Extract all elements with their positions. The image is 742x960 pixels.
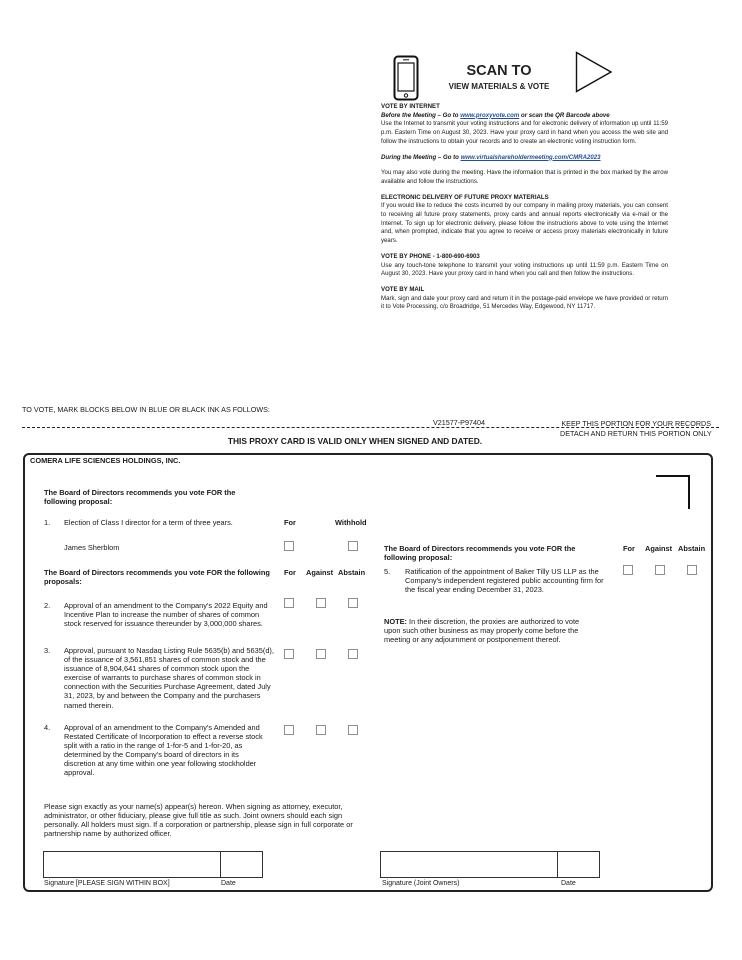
signature-label: Signature [PLEASE SIGN WITHIN BOX] (44, 880, 170, 887)
detach-line (22, 427, 719, 428)
column-against: Against (306, 568, 334, 577)
proposal-4-abstain-checkbox[interactable] (348, 725, 358, 735)
mark-instruction: TO VOTE, MARK BLOCKS BELOW IN BLUE OR BLACK INK AS FOLLOWS: (22, 405, 270, 414)
proposal-2-text: Approval of an amendment to the Company's 2022 Equity and Incentive Plan to increase the number of shares of common stock reserved for issuance thereunder by 3,000,000 shares. (64, 601, 268, 629)
virtual-meeting-link[interactable]: www.virtualshareholdermeeting.com/CMRA2023 (460, 153, 601, 161)
internet-heading: VOTE BY INTERNET (381, 103, 440, 110)
joint-signature-label: Signature (Joint Owners) (382, 880, 460, 887)
proposal-5-for-checkbox[interactable] (623, 565, 633, 575)
scan-subtitle: VIEW MATERIALS & VOTE (448, 82, 550, 91)
proposal-4-number: 4. (44, 723, 51, 732)
before-meeting-suffix: or scan the QR Barcode above (519, 111, 610, 119)
mail-heading: VOTE BY MAIL (381, 285, 425, 293)
proposal-2-against-checkbox[interactable] (316, 598, 326, 608)
signing-instructions: Please sign exactly as your name(s) appear(s) hereon. When signing as attorney, executor, administrator, or other fiduciary, please give full title as such. Joint owners should each sign personally. All holders must sign. If a corporation or partnership, please sign in full corporate or partnership name by authorized officer. (44, 802, 353, 839)
control-code: V21577-P97404 (433, 418, 485, 427)
proposal-5-against-checkbox[interactable] (655, 565, 665, 575)
electronic-delivery-heading: ELECTRONIC DELIVERY OF FUTURE PROXY MATERIALS (381, 193, 549, 201)
proposal-3-text: Approval, pursuant to Nasdaq Listing Rule 5635(b) and 5635(d), of the issuance of 3,561,851 shares of common stock and the issuance of 8,904,641 shares of common stock upon the exercise of warrants to purchase shares of common stock in connection with the Securities Purchase Agreement, dated July 31, 2023, by and between the Company and the purchasers named therein. (64, 646, 274, 710)
proposal-1-text: Election of Class I director for a term of three years. (64, 518, 233, 527)
proposal-5-number: 5. (384, 567, 391, 576)
before-meeting-label: Before the Meeting – Go to (381, 111, 461, 119)
note-text: In their discretion, the proxies are authorized to vote upon such other business as may properly come before the meeting or any adjournment or postponement thereof. (384, 617, 580, 645)
detach-portion-text: DETACH AND RETURN THIS PORTION ONLY (560, 429, 712, 438)
proposal-4-for-checkbox[interactable] (284, 725, 294, 735)
column-abstain-p5: Abstain (678, 544, 706, 553)
phone-icon (393, 55, 419, 101)
joint-date-box[interactable] (557, 851, 600, 878)
proposal-4-against-checkbox[interactable] (316, 725, 326, 735)
proposal-4-text: Approval of an amendment to the Company's Amended and Restated Certificate of Incorporation to effect a reverse stock split with a ratio in the range of 1-for-5 and 1-for-20, as determined by the Company's board of directors in its discretion at any time within one year following stockholder approval. (64, 723, 263, 778)
joint-signature-box[interactable] (380, 851, 558, 878)
proposal-2-for-checkbox[interactable] (284, 598, 294, 608)
column-for-p1: For (284, 518, 296, 527)
scan-title: SCAN TO (466, 63, 532, 79)
column-for: For (284, 568, 296, 577)
proposal-5-text: Ratification of the appointment of Baker Tilly US LLP as the Company's independent registered public accounting firm for the fiscal year ending December 31, 2023. (405, 567, 604, 595)
nominee-name: James Sherblom (64, 543, 120, 552)
phone-body: Use any touch-tone telephone to transmit your voting instructions up until 11:59 p.m. Eastern Time on August 30, 2023. Have your proxy card in hand when you call and then follow the instructions. (381, 261, 668, 278)
board-recommendation-3: The Board of Directors recommends you vote FOR the following proposal: (384, 544, 576, 563)
column-against-p5: Against (645, 544, 673, 553)
proposal-3-number: 3. (44, 646, 51, 655)
proposal-3-abstain-checkbox[interactable] (348, 649, 358, 659)
corner-mark (656, 475, 690, 509)
board-recommendation-1: The Board of Directors recommends you vote FOR the following proposal: (44, 488, 236, 507)
proposal-2-number: 2. (44, 601, 51, 610)
keep-portion-text: KEEP THIS PORTION FOR YOUR RECORDS (561, 419, 711, 428)
nominee-withhold-checkbox[interactable] (348, 541, 358, 551)
proposal-1-number: 1. (44, 518, 51, 527)
voting-instructions (381, 103, 668, 312)
nominee-for-checkbox[interactable] (284, 541, 294, 551)
note-label: NOTE: (384, 617, 407, 626)
during-meeting-body: You may also vote during the meeting. Have the information that is printed in the box marked by the arrow available and follow the instructions. (381, 169, 668, 185)
note-paragraph (384, 617, 596, 644)
date-box[interactable] (220, 851, 263, 878)
electronic-delivery-body: If you would like to reduce the costs incurred by our company in mailing proxy materials, you can consent to receiving all future proxy statements, proxy cards and annual reports electronically via e-mail or the Internet. To sign up for electronic delivery, please follow the instructions above to vote using the Internet and, when prompted, indicate that you agree to receive or access proxy materials electronically in future years. (381, 202, 668, 245)
mail-body: Mark, sign and date your proxy card and return it in the postage-paid envelope we have provided or return it to Vote Processing, c/o Broadridge, 51 Mercedes Way, Edgewood, NY 11717. (381, 294, 668, 311)
board-recommendation-2: The Board of Directors recommends you vote FOR the following proposals: (44, 568, 270, 587)
proposal-2-abstain-checkbox[interactable] (348, 598, 358, 608)
internet-body: Use the Internet to transmit your voting instructions and for electronic delivery of information up until 11:59 p.m. Eastern Time on August 30, 2023. Have your proxy card in hand when you access the web site and follow the instructions to obtain your records and to create an electronic voting instruction form. (381, 120, 668, 145)
proxyvote-link[interactable]: www.proxyvote.com (460, 111, 520, 119)
proposal-3-against-checkbox[interactable] (316, 649, 326, 659)
proposal-3-for-checkbox[interactable] (284, 649, 294, 659)
column-for-p5: For (623, 544, 635, 553)
joint-date-label: Date (561, 880, 576, 887)
arrow-marker-icon (575, 51, 613, 93)
signature-box[interactable] (43, 851, 221, 878)
date-label: Date (221, 880, 236, 887)
column-withhold: Withhold (335, 518, 367, 527)
column-abstain: Abstain (338, 568, 366, 577)
during-meeting-label: During the Meeting – Go to (381, 153, 461, 161)
company-name: COMERA LIFE SCIENCES HOLDINGS, INC. (30, 456, 181, 465)
proposal-5-abstain-checkbox[interactable] (687, 565, 697, 575)
phone-heading: VOTE BY PHONE - 1-800-690-6903 (381, 252, 480, 260)
validity-notice: THIS PROXY CARD IS VALID ONLY WHEN SIGNED AND DATED. (227, 436, 483, 446)
